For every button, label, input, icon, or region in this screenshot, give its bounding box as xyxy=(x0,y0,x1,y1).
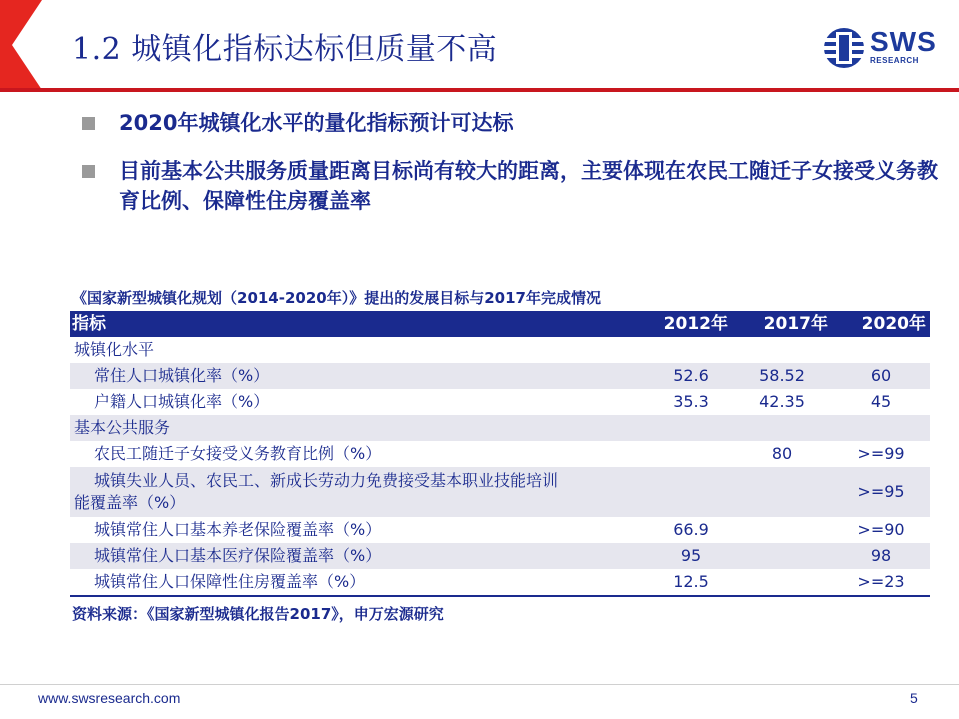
sws-logo-icon xyxy=(822,26,866,70)
table-header-row xyxy=(70,311,930,337)
row-label-line: 城镇失业人员、农民工、新成长劳动力免费接受基本职业技能培训 xyxy=(94,471,559,490)
cell-2012: 95 xyxy=(650,543,732,569)
cell-2020: >=95 xyxy=(832,467,930,517)
footer-url[interactable]: www.swsresearch.com xyxy=(38,690,181,706)
table-row xyxy=(70,517,930,543)
table-row xyxy=(70,337,930,363)
sws-logo xyxy=(822,26,940,70)
table-row xyxy=(70,569,930,596)
indicator-table xyxy=(70,311,930,597)
cell-2012 xyxy=(650,337,732,363)
table-title: 《国家新型城镇化规划（2014-2020年）》提出的发展目标与2017年完成情况 xyxy=(72,289,601,307)
row-label xyxy=(70,467,650,517)
bullet-square-icon xyxy=(82,117,95,130)
bullet-point xyxy=(82,108,922,138)
cell-2017 xyxy=(732,517,832,543)
bullet-text: 目前基本公共服务质量距离目标尚有较大的距离，主要体现在农民工随迁子女接受义务教育比例、保障性住房覆盖率 xyxy=(119,159,938,213)
table-row xyxy=(70,467,930,517)
section-label: 基本公共服务 xyxy=(70,415,650,441)
cell-2020: >=99 xyxy=(857,444,905,463)
column-header: 2020年 xyxy=(832,311,930,337)
cell-2020: >=23 xyxy=(832,569,930,596)
cell-2017 xyxy=(732,415,832,441)
footer-divider xyxy=(0,684,959,685)
table-row xyxy=(70,363,930,389)
cell-2017 xyxy=(732,467,832,517)
logo-subtitle: RESEARCH xyxy=(870,56,919,65)
page-title: 1.2 城镇化指标达标但质量不高 xyxy=(72,32,498,67)
table-row xyxy=(70,389,930,415)
cell-2012: 35.3 xyxy=(673,392,709,411)
column-header: 指标 xyxy=(70,311,650,337)
page-number: 5 xyxy=(910,690,918,706)
cell-2012 xyxy=(650,441,732,467)
table-row xyxy=(70,441,930,467)
table-row xyxy=(70,415,930,441)
cell-2017: 58.52 xyxy=(732,363,832,389)
cell-2017: 80 xyxy=(771,444,793,463)
row-label: 常住人口城镇化率（%） xyxy=(70,363,650,389)
source-note: 资料来源：《国家新型城镇化报告2017》，申万宏源研究 xyxy=(72,605,444,623)
cell-2017 xyxy=(732,337,832,363)
bullet-square-icon xyxy=(82,165,95,178)
table-row xyxy=(70,543,930,569)
column-header: 2017年 xyxy=(732,311,832,337)
section-label: 城镇化水平 xyxy=(74,340,155,359)
cell-2020: 60 xyxy=(832,363,930,389)
row-label: 城镇常住人口基本医疗保险覆盖率（%） xyxy=(70,543,650,569)
cell-2012: 52.6 xyxy=(650,363,732,389)
row-label: 户籍人口城镇化率（%） xyxy=(94,392,270,411)
cell-2012: 12.5 xyxy=(650,569,732,596)
cell-2020 xyxy=(832,337,930,363)
cell-2012: 66.9 xyxy=(673,520,709,539)
row-label: 城镇常住人口基本养老保险覆盖率（%） xyxy=(94,520,382,539)
cell-2020: 45 xyxy=(870,392,892,411)
cell-2012 xyxy=(650,415,732,441)
bullet-text: 2020年城镇化水平的量化指标预计可达标 xyxy=(119,111,514,135)
row-label: 城镇常住人口保障性住房覆盖率（%） xyxy=(70,569,650,596)
bullet-point xyxy=(82,156,942,216)
cell-2017 xyxy=(732,569,832,596)
cell-2020: >=90 xyxy=(857,520,905,539)
cell-2017: 42.35 xyxy=(759,392,805,411)
cell-2020 xyxy=(832,415,930,441)
header-divider xyxy=(0,88,959,92)
logo-wordmark: SWS xyxy=(870,26,937,57)
cell-2020: 98 xyxy=(832,543,930,569)
row-label: 农民工随迁子女接受义务教育比例（%） xyxy=(94,444,382,463)
cell-2017 xyxy=(732,543,832,569)
cell-2012 xyxy=(650,467,732,517)
column-header: 2012年 xyxy=(650,311,732,337)
row-label-line: 能覆盖率（%） xyxy=(74,493,186,512)
